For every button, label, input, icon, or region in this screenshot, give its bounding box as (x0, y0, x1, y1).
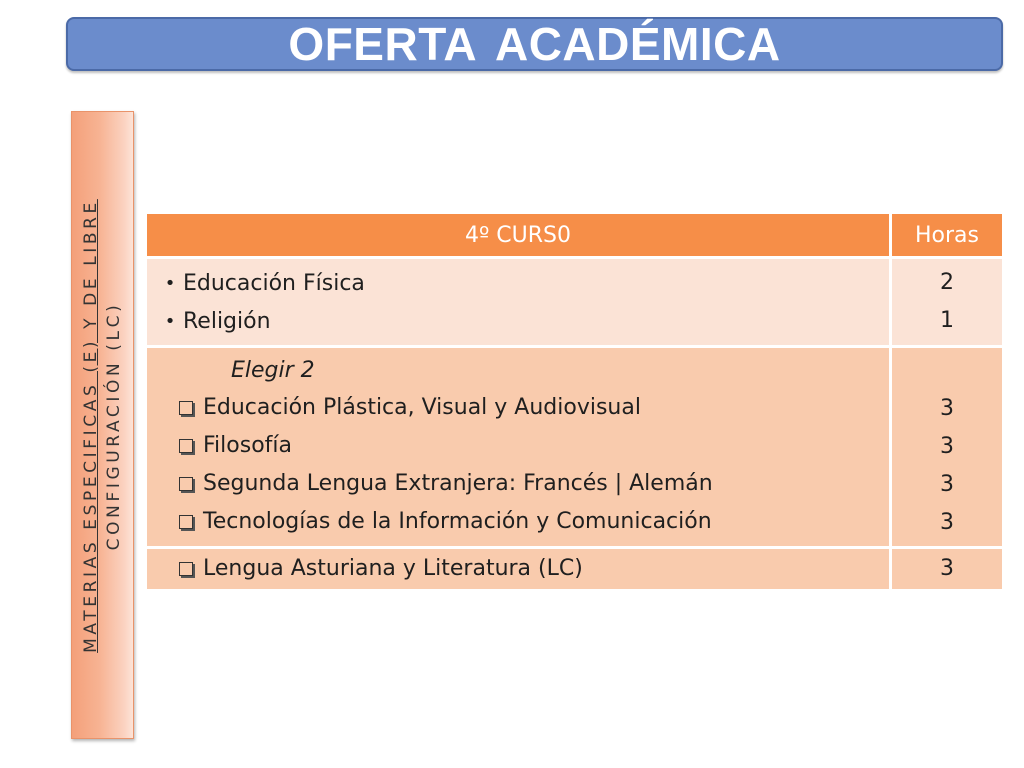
bullet-icon: • (164, 272, 176, 294)
hours-cell (891, 258, 1003, 347)
table-row (147, 347, 1002, 548)
list-item (147, 502, 889, 540)
course-cell (147, 258, 891, 347)
list-item (147, 549, 889, 587)
sidebar-label-line-2: CONFIGURACIÓN (LC) (104, 301, 124, 551)
title-banner (66, 17, 1003, 71)
course-cell (147, 548, 891, 591)
list-item (147, 464, 889, 502)
course-name: Lengua Asturiana y Literatura (LC) (203, 555, 583, 581)
checkbox-icon (179, 439, 193, 453)
table-header-row (147, 214, 1002, 258)
checkbox-icon (179, 477, 193, 491)
elective-label: Elegir 2 (231, 357, 315, 383)
checkbox-icon (179, 401, 193, 415)
checkbox-icon (179, 562, 193, 576)
hours-value: 3 (940, 556, 954, 581)
list-item (147, 388, 889, 426)
list-item (147, 426, 889, 464)
course-name: Segunda Lengua Extranjera: Francés | Alemán (203, 470, 713, 496)
bullet-icon: • (164, 310, 176, 332)
sidebar-label-line-1: MATERIAS ESPECIFICAS (E) Y DE LIBRE (81, 199, 101, 653)
hours-value: 3 (940, 396, 954, 421)
page-title: OFERTA ACADÉMICA (288, 18, 781, 70)
hours-value: 2 (940, 270, 954, 295)
course-table (147, 214, 1002, 592)
course-cell (147, 347, 891, 548)
header-hours: Horas (891, 214, 1003, 258)
course-list (147, 549, 889, 587)
list-item (147, 264, 889, 302)
course-list (147, 388, 889, 540)
checkbox-icon (179, 515, 193, 529)
course-name: Educación Plástica, Visual y Audiovisual (203, 394, 641, 420)
course-list (147, 264, 889, 340)
list-item (147, 302, 889, 340)
sidebar-label (80, 116, 126, 736)
hours-value: 3 (940, 472, 954, 497)
hours-cell (891, 347, 1003, 548)
hours-value: 3 (940, 510, 954, 535)
sidebar-label-box (71, 111, 134, 739)
course-name: Filosofía (203, 432, 292, 458)
hours-cell (891, 548, 1003, 591)
course-name: Religión (183, 308, 271, 334)
header-course: 4º CURS0 (147, 214, 891, 258)
table-row (147, 548, 1002, 591)
hours-value: 3 (940, 434, 954, 459)
course-name: Educación Física (183, 270, 365, 296)
table-row (147, 258, 1002, 347)
course-name: Tecnologías de la Información y Comunicación (203, 508, 712, 534)
hours-value: 1 (940, 308, 954, 333)
